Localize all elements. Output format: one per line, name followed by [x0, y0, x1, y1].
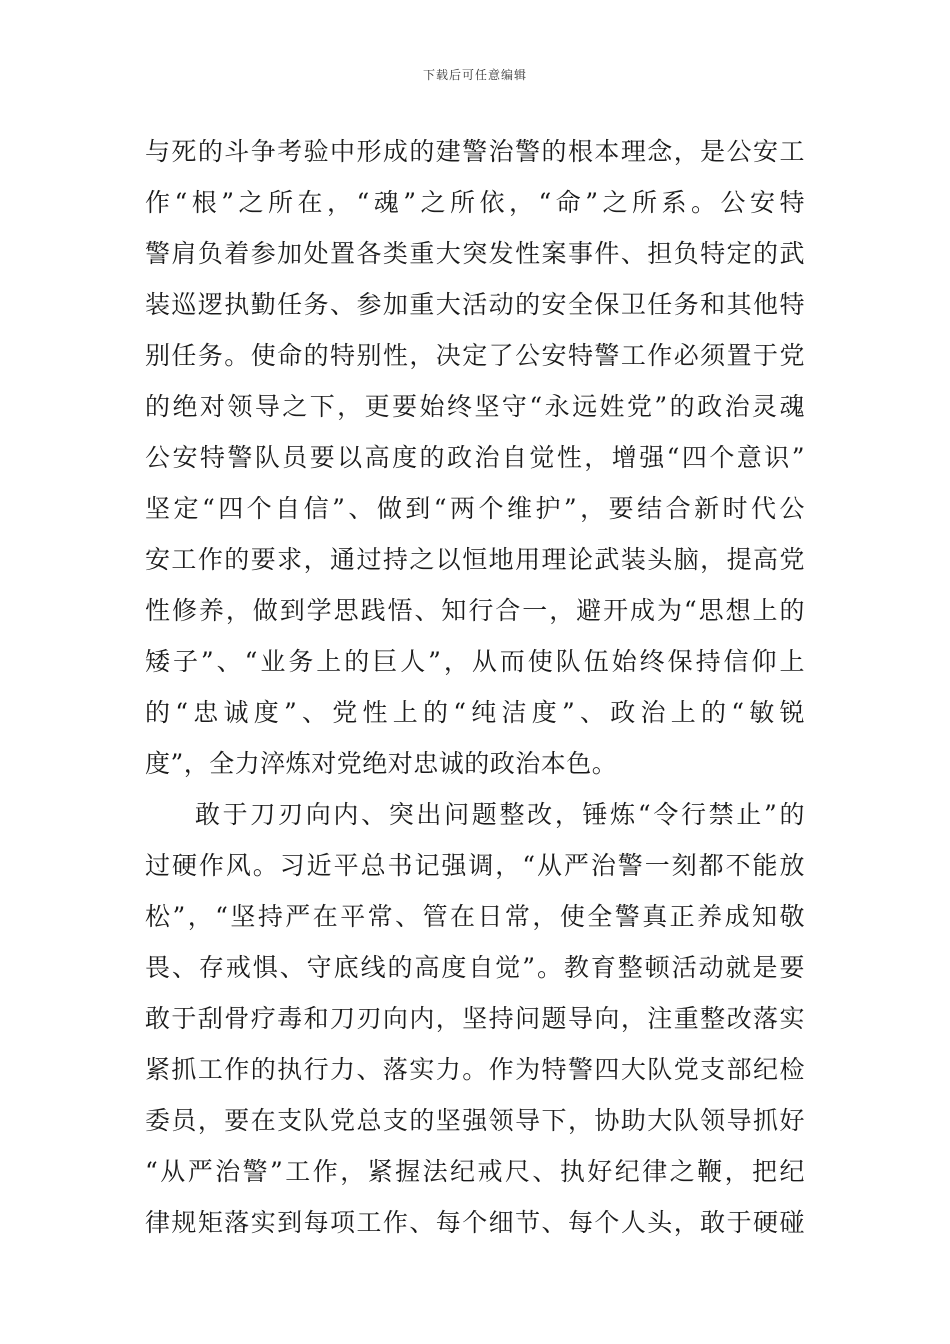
text-line: 警肩负着参加处置各类重大突发性案事件、担负特定的武 [145, 239, 805, 268]
text-line: 畏、存戒惧、守底线的高度自觉”。教育整顿活动就是要 [145, 953, 805, 982]
text-line: 的“忠诚度”、党性上的“纯洁度”、政治上的“敏锐 [145, 698, 805, 727]
text-line: 过硬作风。习近平总书记强调，“从严治警一刻都不能放 [145, 851, 805, 880]
text-line: 紧抓工作的执行力、落实力。作为特警四大队党支部纪检 [145, 1055, 805, 1084]
text-line: 的绝对领导之下，更要始终坚守“永远姓党”的政治灵魂 [145, 392, 805, 421]
text-line: 安工作的要求，通过持之以恒地用理论武装头脑，提高党 [145, 545, 805, 574]
text-line: 与死的斗争考验中形成的建警治警的根本理念，是公安工 [145, 137, 805, 166]
body-text [145, 126, 805, 1248]
text-line: 矮子”、“业务上的巨人”，从而使队伍始终保持信仰上 [145, 647, 805, 676]
text-line: 性修养，做到学思践悟、知行合一，避开成为“思想上的 [145, 596, 805, 625]
text-line: 装巡逻执勤任务、参加重大活动的安全保卫任务和其他特 [145, 290, 805, 319]
text-line: 坚定“四个自信”、做到“两个维护”，要结合新时代公 [145, 494, 805, 523]
text-line: 松”，“坚持严在平常、管在日常，使全警真正养成知敬 [145, 902, 805, 931]
text-line: 作“根”之所在，“魂”之所依，“命”之所系。公安特 [145, 188, 805, 217]
text-line: 公安特警队员要以高度的政治自觉性，增强“四个意识” [145, 443, 805, 472]
paragraph-start-line: 敢于刀刃向内、突出问题整改，锤炼“令行禁止”的 [195, 800, 805, 829]
text-line: 委员，要在支队党总支的坚强领导下，协助大队领导抓好 [145, 1106, 805, 1135]
text-line: 别任务。使命的特别性，决定了公安特警工作必须置于党 [145, 341, 805, 370]
text-line: “从严治警”工作，紧握法纪戒尺、执好纪律之鞭，把纪 [145, 1157, 805, 1186]
text-line: 敢于刮骨疗毒和刀刃向内，坚持问题导向，注重整改落实 [145, 1004, 805, 1033]
paragraph-end-line: 度”，全力淬炼对党绝对忠诚的政治本色。 [145, 749, 618, 778]
text-line: 律规矩落实到每项工作、每个细节、每个人头，敢于硬碰 [145, 1208, 805, 1237]
header-note: 下载后可任意编辑 [422, 68, 527, 82]
